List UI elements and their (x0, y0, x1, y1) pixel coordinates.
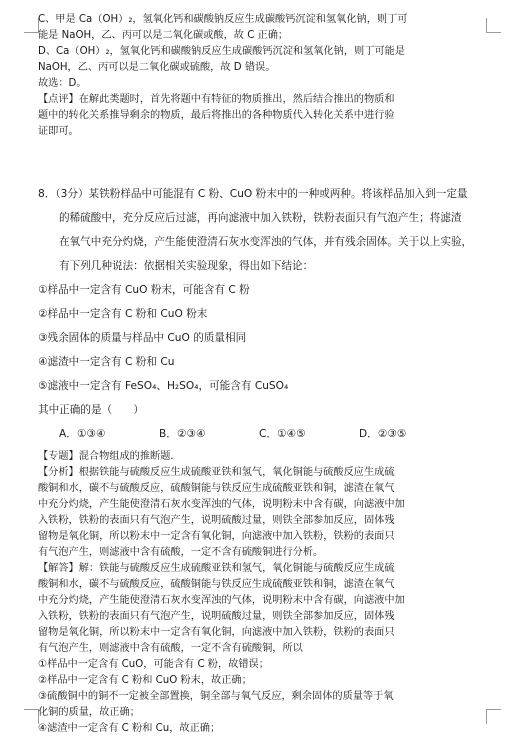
question-stem: 有下列几种说法：依据相关实验现象，得出如下结论： (59, 260, 314, 272)
question-stem: 8．（3分）某铁粉样品中可能混有 C 粉、CuO 粉末中的一种或两种。将该样品加入到一定量 (38, 188, 468, 200)
question-stem: 的稀硫酸中，充分反应后过滤，再向滤液中加入铁粉，铁粉表面只有气泡产生；将滤渣 (59, 212, 462, 224)
text-line: NaOH，乙、丙可以是二氧化碳或硫酸，故 D 错误。 (38, 62, 276, 73)
analysis-line: 酸铜和水，碳不与硫酸反应，硫酸铜能与铁反应生成硫酸亚铁和铜，滤渣在氧气 (38, 483, 395, 494)
analysis-line: 中充分灼烧，产生能使澄清石灰水变浑浊的气体，说明粉末中含有碳，向滤液中加 (38, 499, 405, 510)
analysis-line: 留物是氧化铜，所以粉末中一定含有氧化铜，向滤液中加入铁粉，铁粉的表面只 (38, 531, 395, 542)
text-line: 能是 NaOH，乙、丙可以是二氧化碳或酸，故 C 正确； (38, 30, 289, 41)
analysis-line: 有气泡产生，则滤液中含有硫酸，一定不含有硫酸铜进行分析。 (38, 547, 324, 558)
solution-line: 入铁粉，铁粉的表面只有气泡产生，说明硫酸过量，则铁全部参加反应，固体残 (38, 611, 395, 622)
question-stem: 在氧气中充分灼烧，产生能使澄清石灰水变浑浊的气体，并有残余固体。关于以上实验， (59, 236, 473, 248)
comment-line: 【点评】在解此类题时，首先将题中有特征的物质推出，然后结合推出的物质和 (38, 94, 395, 105)
option-b: B．②③④ (159, 428, 206, 440)
option-a: A．①③④ (59, 428, 106, 440)
page-corner-mark (24, 18, 39, 33)
solution-line: ②样品中一定含有 C 粉和 CuO 粉末，故正确； (38, 675, 252, 686)
statement-2: ②样品中一定含有 C 粉和 CuO 粉末 (38, 308, 208, 320)
solution-line: 中充分灼烧，产生能使澄清石灰水变浑浊的气体，说明粉末中含有碳，向滤液中加 (38, 595, 405, 606)
solution-line: ③硫酸铜中的铜不一定被全部置换，铜全部与氧气反应，剩余固体的质量等于氧 (38, 691, 394, 702)
option-d: D．②③⑤ (359, 428, 407, 440)
statement-3: ③残余固体的质量与样品中 CuO 的质量相同 (38, 332, 247, 344)
question-prompt: 其中正确的是（ ） (38, 404, 144, 416)
solution-line: 留物是氧化铜，所以粉末中一定含有氧化铜，向滤液中加入铁粉，铁粉的表面只 (38, 627, 395, 638)
statement-4: ④滤渣中一定含有 C 粉和 Cu (38, 356, 175, 368)
solution-line: 酸铜和水，碳不与硫酸反应，硫酸铜能与铁反应生成硫酸亚铁和铜，滤渣在氧气 (38, 579, 395, 590)
text-line: 证即可。 (38, 126, 79, 137)
text-line: D、Ca（OH）₂，氢氧化钙和碳酸钠反应生成碳酸钙沉淀和氢氧化钠，则丁可能是 (38, 46, 405, 57)
analysis-line: 入铁粉，铁粉的表面只有气泡产生，说明硫酸过量，则铁全部参加反应，固体残 (38, 515, 395, 526)
topic-line: 【专题】混合物组成的推断题． (38, 451, 181, 462)
answer-line: 故选：D。 (38, 78, 87, 89)
page-corner-mark (24, 709, 39, 724)
text-line: 题中的转化关系推导剩余的物质，最后将推出的各种物质代入转化关系中进行验 (38, 110, 395, 121)
solution-line: ①样品中一定含有 CuO，可能含有 C 粉，故错误； (38, 659, 269, 670)
statement-1: ①样品中一定含有 CuO 粉末，可能含有 C 粉 (38, 284, 250, 296)
solution-line: 【解答】解：铁能与硫酸反应生成硫酸亚铁和氢气，氧化铜能与硫酸反应生成硫 (38, 563, 395, 574)
answer-options (38, 422, 490, 446)
solution-line: ④滤渣中一定含有 C 粉和 Cu，故正确； (38, 723, 221, 734)
text-line: C、甲是 Ca（OH）₂，氢氧化钙和碳酸钠反应生成碳酸钙沉淀和氢氧化钠，则丁可 (38, 14, 408, 25)
statement-5: ⑤滤液中一定含有 FeSO₄、H₂SO₄，可能含有 CuSO₄ (38, 380, 289, 392)
solution-line: 有气泡产生，则滤液中含有硫酸，一定不含有硫酸铜，所以 (38, 643, 303, 654)
document-body (38, 12, 490, 737)
analysis-line: 【分析】根据铁能与硫酸反应生成硫酸亚铁和氢气，氧化铜能与硫酸反应生成硫 (38, 467, 395, 478)
option-c: C．①④⑤ (259, 428, 306, 440)
solution-line: 化铜的质量，故正确； (38, 707, 140, 718)
